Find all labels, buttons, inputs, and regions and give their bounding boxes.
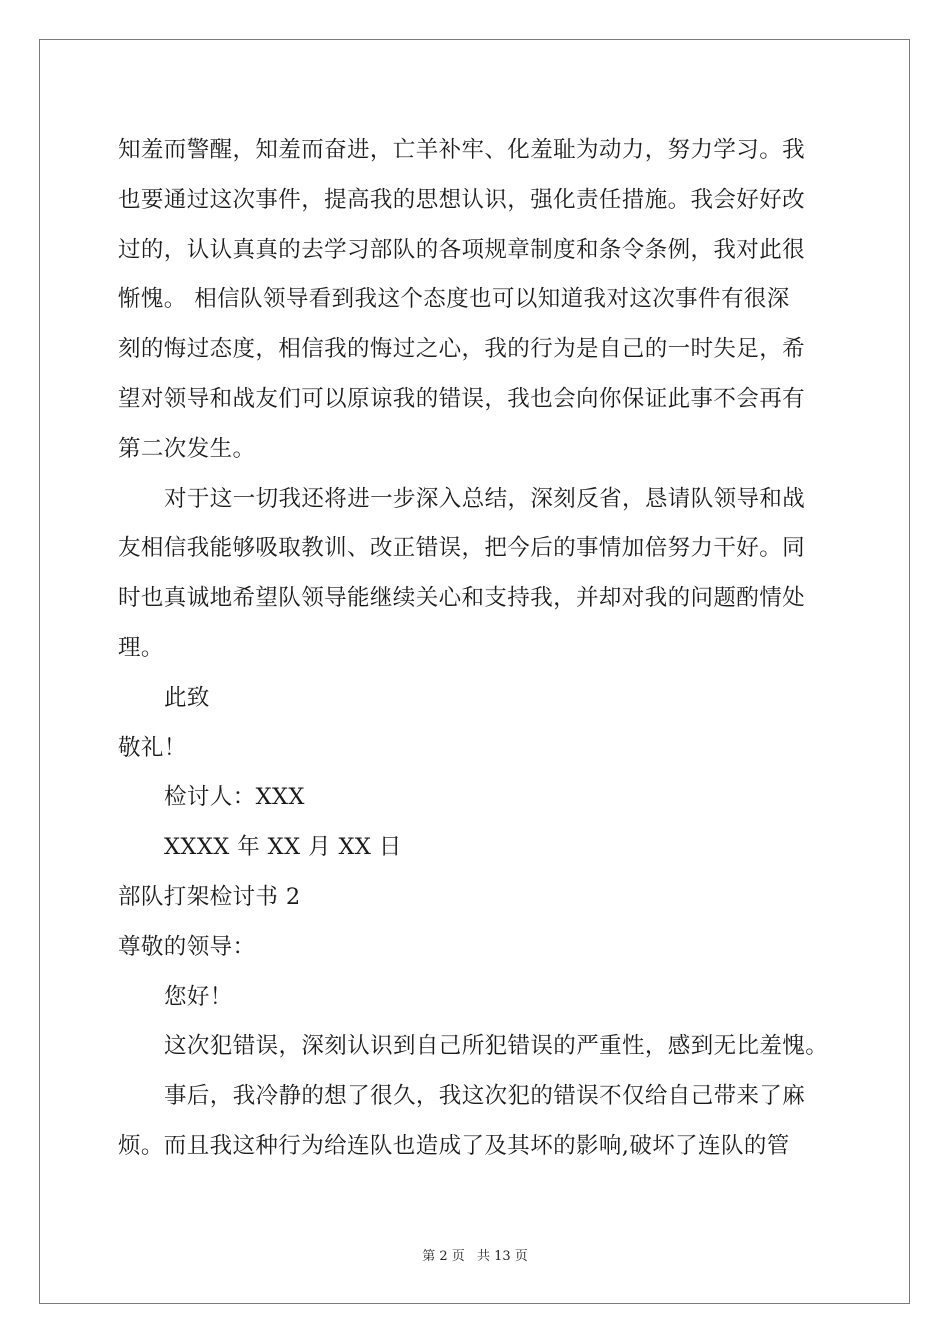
date-line: XXXX 年 XX 月 XX 日: [164, 834, 402, 861]
document-body: [118, 126, 838, 1172]
text-line: 望对领导和战友们可以原谅我的错误，我也会向你保证此事不会再有: [118, 385, 806, 412]
greeting-recipient: 尊敬的领导：: [118, 933, 256, 960]
closing-regards: 敬礼！: [118, 734, 187, 761]
text-line: 知羞而警醒，知羞而奋进，亡羊补牢、化羞耻为动力，努力学习。我: [118, 137, 806, 163]
text-line: 理。: [118, 634, 164, 661]
signature-line: 检讨人：XXX: [164, 784, 305, 811]
text-line: 也要通过这次事件，提高我的思想认识，强化责任措施。我会好好改: [118, 186, 806, 213]
page-number: 第 2 页: [422, 1249, 465, 1264]
text-line: 烦。而且我这种行为给连队也造成了及其坏的影响,破坏了连队的管: [118, 1132, 790, 1159]
text-line: 时也真诚地希望队领导能继续关心和支持我，并却对我的问题酌情处: [118, 585, 806, 612]
text-line: 惭愧。 相信队领导看到我这个态度也可以知道我对这次事件有很深: [118, 286, 790, 313]
text-line: 事后，我冷静的想了很久，我这次犯的错误不仅给自己带来了麻: [164, 1083, 806, 1110]
text-line: 对于这一切我还将进一步深入总结，深刻反省，恳请队领导和战: [164, 485, 806, 512]
closing-salutation: 此致: [164, 684, 210, 711]
page-total: 共 13 页: [476, 1249, 528, 1264]
text-line: 友相信我能够吸取教训、改正错误，把今后的事情加倍努力干好。同: [118, 535, 806, 562]
section-title: 部队打架检讨书 2: [118, 883, 301, 910]
text-line: 这次犯错误，深刻认识到自己所犯错误的严重性，感到无比羞愧。: [164, 1033, 829, 1060]
text-line: 第二次发生。: [118, 435, 256, 462]
page-footer: [0, 1245, 950, 1264]
greeting: 您好！: [164, 983, 233, 1010]
text-line: 刻的悔过态度，相信我的悔过之心，我的行为是自己的一时失足，希: [118, 336, 806, 363]
text-line: 过的，认认真真的去学习部队的各项规章制度和条令条例，我对此很: [118, 236, 806, 263]
